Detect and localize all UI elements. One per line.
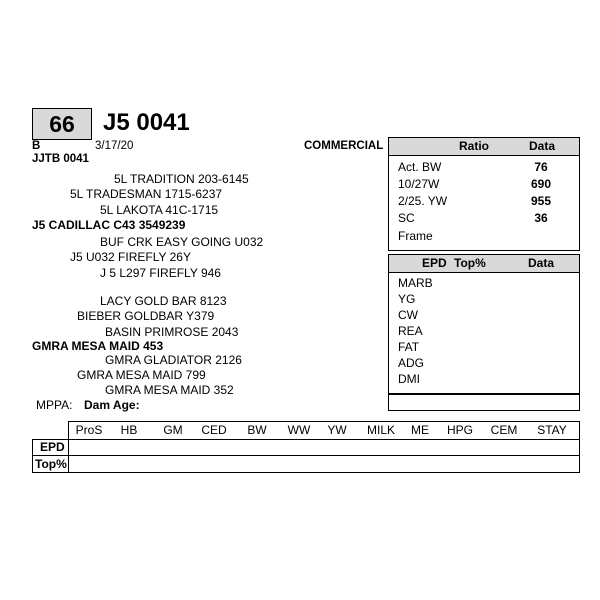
ratio-header: Ratio <box>459 139 489 153</box>
grid-line <box>579 421 580 473</box>
grid-col-header: MILK <box>366 423 395 437</box>
blank-box <box>388 394 580 411</box>
pedigree-sire-dam: J5 U032 FIREFLY 26Y <box>70 250 191 264</box>
grid-col-header: BW <box>247 423 267 437</box>
pedigree-sire-sire-sire: 5L TRADITION 203-6145 <box>114 172 249 186</box>
carcass-row-label: FAT <box>398 340 420 354</box>
ratio-row-value: 76 <box>534 160 548 174</box>
carcass-row-label: ADG <box>398 356 425 370</box>
grid-line <box>32 455 580 456</box>
top-pct-header: Top% <box>454 256 486 270</box>
grid-col-header: YW <box>327 423 347 437</box>
ratio-row-value: 36 <box>534 211 548 225</box>
grid-col-header: CED <box>201 423 227 437</box>
ratio-row-label: Act. BW <box>398 160 442 174</box>
ratio-row-label: SC <box>398 211 415 225</box>
dam-age-label: Dam Age: <box>84 398 140 412</box>
carcass-epd-table <box>388 254 580 394</box>
grid-row-label-top-pct: Top% <box>35 457 67 471</box>
carcass-row-label: CW <box>398 308 418 322</box>
ratio-row-value: 955 <box>530 194 552 208</box>
ratio-table-header <box>389 138 579 156</box>
pedigree-dam-dam: GMRA MESA MAID 799 <box>77 368 206 382</box>
data-header: Data <box>529 139 556 153</box>
pedigree-sire-dam-dam: J 5 L297 FIREFLY 946 <box>100 266 221 280</box>
grid-col-header: ProS <box>75 423 103 437</box>
ratio-row-value: 690 <box>530 177 552 191</box>
ratio-row-label: 10/27W <box>398 177 440 191</box>
pedigree-sire: J5 CADILLAC C43 3549239 <box>32 218 186 232</box>
grid-col-header: STAY <box>537 423 567 437</box>
pedigree-dam-dam-dam: GMRA MESA MAID 352 <box>105 383 234 397</box>
pedigree-dam-sire: BIEBER GOLDBAR Y379 <box>77 309 215 323</box>
pedigree-sire-sire: 5L TRADESMAN 1715-6237 <box>70 187 223 201</box>
pedigree-dam-dam-sire: GMRA GLADIATOR 2126 <box>105 353 242 367</box>
grid-col-header: HB <box>120 423 138 437</box>
epd-header: EPD <box>422 256 447 270</box>
data-header: Data <box>528 256 555 270</box>
registration-number: JJTB 0041 <box>32 153 89 165</box>
birth-date: 3/17/20 <box>95 140 134 152</box>
ratio-table <box>388 137 580 251</box>
animal-id: J5 0041 <box>103 109 190 136</box>
grid-line <box>32 439 33 473</box>
grid-col-header: GM <box>163 423 183 437</box>
carcass-epd-header <box>389 255 579 273</box>
pedigree-dam: GMRA MESA MAID 453 <box>32 339 164 353</box>
pedigree-sire-dam-sire: BUF CRK EASY GOING U032 <box>100 235 264 249</box>
lot-number-box: 66 <box>32 108 92 140</box>
pedigree-dam-sire-sire: LACY GOLD BAR 8123 <box>100 294 227 308</box>
epd-grid <box>32 421 580 473</box>
sex-code: B <box>32 140 41 152</box>
ratio-row-label: 2/25. YW <box>398 194 448 208</box>
carcass-row-label: YG <box>398 292 416 306</box>
pedigree-sire-sire-dam: 5L LAKOTA 41C-1715 <box>100 203 219 217</box>
grid-line <box>32 439 580 440</box>
grid-col-header: CEM <box>490 423 518 437</box>
grid-col-header: HPG <box>446 423 473 437</box>
grid-row-label-epd: EPD <box>40 440 65 454</box>
ratio-row-label: Frame <box>398 229 433 243</box>
pedigree-dam-sire-dam: BASIN PRIMROSE 2043 <box>105 325 239 339</box>
grid-col-header: ME <box>411 423 429 437</box>
mppa-label: MPPA: <box>36 398 73 412</box>
category-label: COMMERCIAL <box>304 140 384 152</box>
grid-col-header: WW <box>287 423 311 437</box>
carcass-row-label: DMI <box>398 372 420 386</box>
grid-line <box>32 472 580 473</box>
carcass-row-label: REA <box>398 324 423 338</box>
carcass-row-label: MARB <box>398 276 433 290</box>
